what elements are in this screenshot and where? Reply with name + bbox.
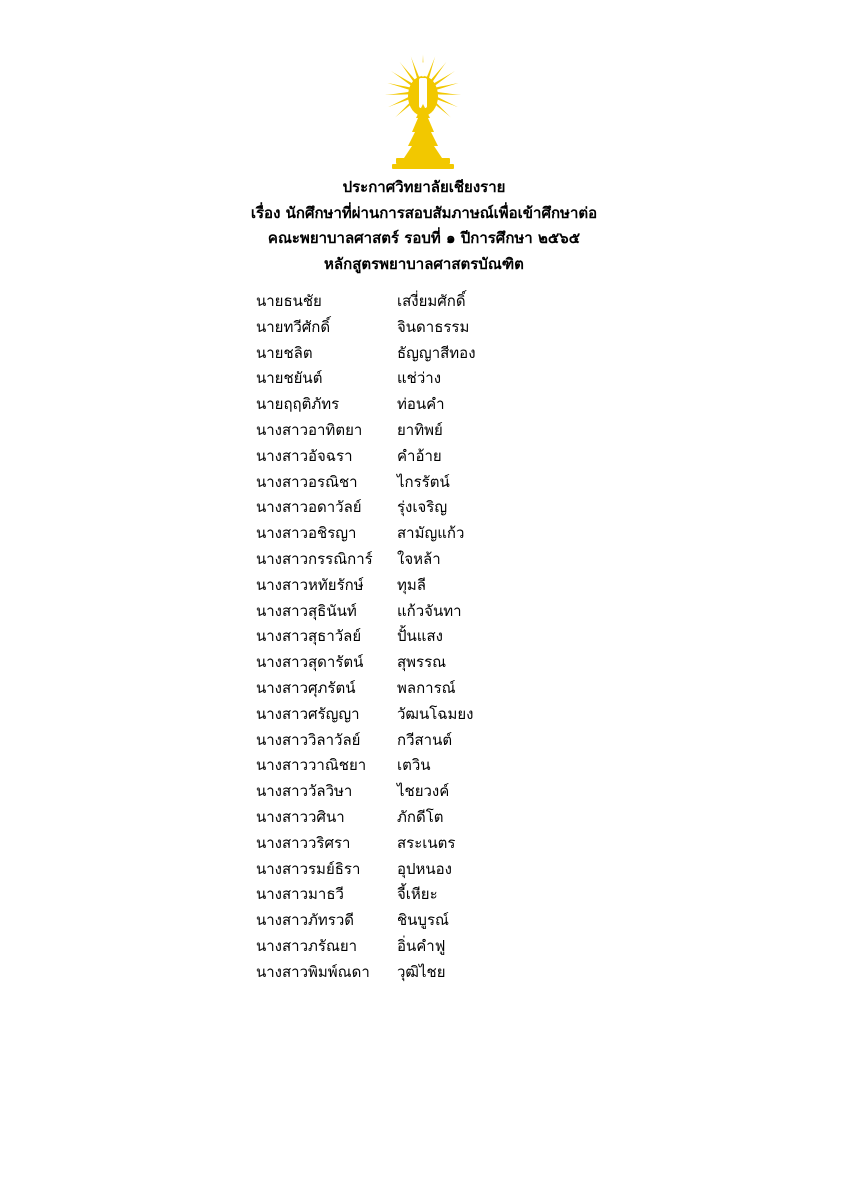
base-shape [396, 158, 450, 164]
list-item [256, 882, 676, 908]
list-item [256, 444, 676, 470]
list-item [256, 831, 676, 857]
student-last-name: ธัญญาสีทอง [397, 343, 476, 362]
student-last-name: ยาทิพย์ [397, 420, 443, 439]
list-item [256, 908, 676, 934]
list-item [256, 341, 676, 367]
list-item [256, 702, 676, 728]
student-first-name: นายทวีศักดิ์ [256, 317, 331, 336]
list-item [256, 624, 676, 650]
student-last-name: ใจหล้า [397, 549, 441, 568]
list-item [256, 934, 676, 960]
student-last-name: กวีสานต์ [397, 730, 453, 749]
list-item [256, 366, 676, 392]
student-first-name: นางสาวกรรณิการ์ [256, 549, 373, 568]
header-line-faculty: คณะพยาบาลศาสตร์ รอบที่ ๑ ปีการศึกษา ๒๕๖๕ [267, 229, 581, 247]
student-first-name: นางสาวสุดารัตน์ [256, 653, 364, 672]
student-first-name: นางสาวอรณิชา [256, 472, 358, 491]
student-first-name: นางสาวหทัยรักษ์ [256, 575, 364, 594]
list-item [256, 960, 676, 986]
list-item [256, 418, 676, 444]
list-item [256, 470, 676, 496]
student-last-name: เสงี่ยมศักดิ์ [397, 292, 466, 310]
list-item [256, 547, 676, 573]
list-item [256, 753, 676, 779]
student-first-name: นางสาวศุภรัตน์ [256, 678, 356, 697]
base-lower-shape [392, 164, 454, 169]
list-item [256, 289, 676, 315]
list-item [256, 495, 676, 521]
announcement-header [0, 175, 848, 277]
student-last-name: อิ่นคำฟู [397, 936, 446, 955]
student-last-name: ปั้นแสง [397, 627, 443, 646]
student-first-name: นางสาววิลาวัลย์ [256, 730, 361, 749]
student-first-name: นางสาววัลวิษา [256, 782, 353, 801]
header-line-subject: เรื่อง นักศึกษาที่ผ่านการสอบสัมภาษณ์เพื่อเข้าศึกษาต่อ [250, 203, 598, 222]
student-first-name: นางสาวสุธาวัลย์ [256, 627, 362, 646]
list-item [256, 857, 676, 883]
student-last-name: จินดาธรรม [397, 317, 470, 336]
list-item [256, 315, 676, 341]
student-first-name: นางสาวอัจฉรา [256, 446, 353, 465]
flame-shape [420, 62, 426, 77]
student-last-name: แช่ว่าง [397, 369, 442, 388]
student-last-name: สามัญแก้ว [397, 524, 465, 543]
student-first-name: นางสาวมาธวี [256, 885, 344, 904]
list-item [256, 392, 676, 418]
list-item [256, 650, 676, 676]
student-first-name: นายฤฤติภัทร [256, 395, 340, 414]
student-first-name: นางสาวภัทรวดี [256, 911, 354, 930]
student-last-name: ชินบูรณ์ [397, 911, 449, 930]
student-name-list [256, 289, 676, 986]
student-first-name: นางสาวอชิรญา [256, 524, 357, 543]
list-item [256, 676, 676, 702]
student-last-name: อุปหนอง [397, 859, 453, 878]
student-first-name: นางสาวอดาวัลย์ [256, 498, 362, 517]
student-last-name: แก้วจันทา [397, 601, 462, 620]
candle-shape [419, 78, 427, 108]
list-item [256, 573, 676, 599]
list-item [256, 521, 676, 547]
student-first-name: นางสาววาณิชยา [256, 756, 367, 775]
student-last-name: สุพรรณ [397, 653, 447, 672]
student-first-name: นางสาวภรัณยา [256, 936, 358, 955]
student-last-name: สระเนตร [397, 833, 456, 852]
student-first-name: นางสาวรมย์ธิรา [256, 859, 361, 878]
list-item [256, 805, 676, 831]
header-line-program: หลักสูตรพยาบาลศาสตรบัณฑิต [324, 254, 524, 273]
student-last-name: จี้เหียะ [397, 885, 438, 904]
student-last-name: วัฒนโฉมยง [397, 704, 474, 723]
header-line-college: ประกาศวิทยาลัยเชียงราย [342, 178, 506, 196]
student-first-name: นางสาววริศรา [256, 833, 351, 852]
pagoda-shape [404, 104, 442, 158]
student-last-name: วุฒิไชย [397, 962, 446, 981]
student-first-name: นางสาวอาทิตยา [256, 420, 363, 439]
student-first-name: นายธนชัย [256, 292, 322, 310]
student-first-name: นายชลิต [256, 343, 313, 362]
student-last-name: เตวิน [397, 756, 431, 775]
student-last-name: ทุมลี [397, 575, 426, 594]
university-emblem-icon [382, 52, 464, 170]
student-last-name: ไกรรัตน์ [397, 472, 450, 491]
list-item [256, 779, 676, 805]
list-item [256, 728, 676, 754]
student-last-name: ภักดีโต [397, 807, 444, 826]
student-first-name: นางสาวศรัญญา [256, 704, 360, 723]
student-last-name: รุ่งเจริญ [397, 498, 448, 517]
student-last-name: คำอ้าย [397, 446, 442, 465]
student-first-name: นางสาวพิมพ์ณดา [256, 962, 370, 981]
student-last-name: ไชยวงค์ [397, 782, 450, 801]
student-first-name: นางสาวสุธินันท์ [256, 601, 357, 620]
student-last-name: ท่อนคำ [397, 395, 445, 414]
student-first-name: นายชยันต์ [256, 369, 323, 388]
list-item [256, 599, 676, 625]
student-first-name: นางสาววศินา [256, 807, 345, 826]
student-last-name: พลการณ์ [397, 678, 456, 697]
